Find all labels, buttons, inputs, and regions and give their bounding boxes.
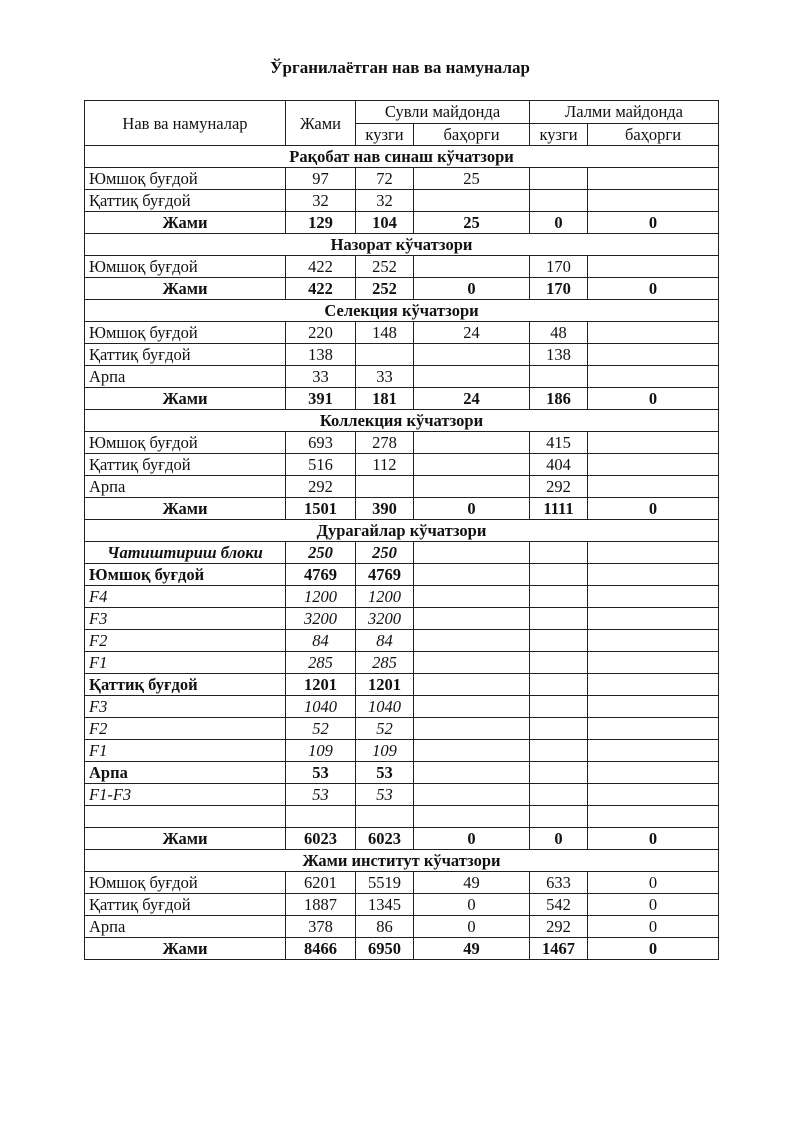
value-cell: 109 (286, 740, 356, 762)
value-cell: 1201 (356, 674, 414, 696)
value-cell: 292 (530, 476, 588, 498)
row-label-cell: Жами (85, 828, 286, 850)
value-cell (530, 630, 588, 652)
value-cell (414, 432, 530, 454)
table-row (85, 718, 719, 740)
value-cell: 0 (414, 828, 530, 850)
table-row (85, 586, 719, 608)
row-label-cell: Чатиштириш блоки (85, 542, 286, 564)
value-cell: 0 (414, 498, 530, 520)
value-cell: 86 (356, 916, 414, 938)
row-label-cell: F1 (85, 740, 286, 762)
value-cell: 8466 (286, 938, 356, 960)
row-label-cell: Қаттиқ буғдой (85, 454, 286, 476)
section-row (85, 300, 719, 322)
table-row (85, 652, 719, 674)
value-cell: 6023 (356, 828, 414, 850)
total-row (85, 278, 719, 300)
value-cell (414, 762, 530, 784)
row-label-cell: Юмшоқ буғдой (85, 322, 286, 344)
value-cell: 0 (588, 212, 719, 234)
value-cell (530, 586, 588, 608)
table-row (85, 608, 719, 630)
value-cell: 542 (530, 894, 588, 916)
value-cell: 1201 (286, 674, 356, 696)
value-cell (588, 256, 719, 278)
value-cell (588, 190, 719, 212)
value-cell (588, 652, 719, 674)
value-cell (414, 674, 530, 696)
value-cell: 170 (530, 278, 588, 300)
samples-table (84, 100, 719, 960)
value-cell: 84 (286, 630, 356, 652)
table-row (85, 366, 719, 388)
value-cell (588, 344, 719, 366)
value-cell (588, 454, 719, 476)
row-label-cell: Арпа (85, 762, 286, 784)
value-cell (588, 168, 719, 190)
table-row (85, 168, 719, 190)
value-cell: 53 (286, 784, 356, 806)
value-cell: 278 (356, 432, 414, 454)
table-row (85, 674, 719, 696)
table-row (85, 190, 719, 212)
value-cell (414, 366, 530, 388)
section-title: Рақобат нав синаш кўчатзори (85, 146, 719, 168)
row-label-cell: Юмшоқ буғдой (85, 168, 286, 190)
value-cell: 25 (414, 212, 530, 234)
value-cell (588, 718, 719, 740)
value-cell (286, 806, 356, 828)
value-cell: 138 (530, 344, 588, 366)
table-row (85, 322, 719, 344)
table-row (85, 256, 719, 278)
value-cell (588, 322, 719, 344)
value-cell (530, 784, 588, 806)
value-cell (356, 344, 414, 366)
value-cell: 292 (530, 916, 588, 938)
value-cell (414, 718, 530, 740)
value-cell (414, 454, 530, 476)
value-cell: 25 (414, 168, 530, 190)
value-cell: 24 (414, 322, 530, 344)
value-cell: 48 (530, 322, 588, 344)
value-cell (588, 608, 719, 630)
value-cell (530, 718, 588, 740)
section-row (85, 410, 719, 432)
value-cell: 170 (530, 256, 588, 278)
value-cell: 0 (588, 278, 719, 300)
header-total-cell: Жами (286, 101, 356, 146)
value-cell: 52 (356, 718, 414, 740)
header-rainfed-autumn: кузги (530, 123, 588, 146)
value-cell: 6201 (286, 872, 356, 894)
row-label-cell: F4 (85, 586, 286, 608)
value-cell (356, 806, 414, 828)
value-cell: 1345 (356, 894, 414, 916)
value-cell (414, 630, 530, 652)
value-cell (530, 674, 588, 696)
value-cell: 53 (356, 784, 414, 806)
value-cell: 3200 (356, 608, 414, 630)
row-label-cell: Юмшоқ буғдой (85, 872, 286, 894)
value-cell: 181 (356, 388, 414, 410)
value-cell: 252 (356, 278, 414, 300)
value-cell: 1200 (286, 586, 356, 608)
value-cell: 0 (588, 872, 719, 894)
row-label-cell: Арпа (85, 366, 286, 388)
value-cell (414, 608, 530, 630)
row-label-cell: Арпа (85, 916, 286, 938)
value-cell (530, 652, 588, 674)
value-cell: 33 (356, 366, 414, 388)
section-title: Селекция кўчатзори (85, 300, 719, 322)
value-cell: 0 (414, 916, 530, 938)
table-row (85, 344, 719, 366)
value-cell: 72 (356, 168, 414, 190)
table-row (85, 630, 719, 652)
value-cell (530, 696, 588, 718)
value-cell (588, 586, 719, 608)
total-row (85, 212, 719, 234)
row-label-cell: Юмшоқ буғдой (85, 256, 286, 278)
value-cell: 0 (530, 212, 588, 234)
value-cell: 250 (356, 542, 414, 564)
value-cell (414, 190, 530, 212)
total-row (85, 828, 719, 850)
row-label-cell: F3 (85, 608, 286, 630)
table-row (85, 806, 719, 828)
value-cell: 415 (530, 432, 588, 454)
value-cell: 33 (286, 366, 356, 388)
header-irrigated-cell: Сувли майдонда (356, 101, 530, 124)
value-cell: 1200 (356, 586, 414, 608)
table-row (85, 542, 719, 564)
value-cell (530, 564, 588, 586)
value-cell: 112 (356, 454, 414, 476)
table-row (85, 696, 719, 718)
value-cell (588, 542, 719, 564)
row-label-cell: F2 (85, 718, 286, 740)
value-cell (588, 696, 719, 718)
value-cell: 0 (588, 498, 719, 520)
section-title: Назорат кўчатзори (85, 234, 719, 256)
row-label-cell: Жами (85, 212, 286, 234)
table-header-row (85, 101, 719, 124)
value-cell (414, 256, 530, 278)
table-row (85, 872, 719, 894)
value-cell: 6950 (356, 938, 414, 960)
row-label-cell: Юмшоқ буғдой (85, 564, 286, 586)
value-cell (530, 740, 588, 762)
value-cell: 0 (414, 278, 530, 300)
value-cell: 391 (286, 388, 356, 410)
value-cell (414, 476, 530, 498)
value-cell (414, 740, 530, 762)
value-cell: 49 (414, 938, 530, 960)
table-row (85, 894, 719, 916)
row-label-cell: Жами (85, 278, 286, 300)
value-cell (588, 806, 719, 828)
header-irrigated-spring: баҳорги (414, 123, 530, 146)
value-cell (530, 190, 588, 212)
value-cell: 516 (286, 454, 356, 476)
value-cell: 0 (588, 916, 719, 938)
value-cell: 0 (588, 388, 719, 410)
row-label-cell: Арпа (85, 476, 286, 498)
value-cell (530, 542, 588, 564)
row-label-cell: Қаттиқ буғдой (85, 894, 286, 916)
value-cell (588, 564, 719, 586)
value-cell: 1040 (286, 696, 356, 718)
value-cell: 109 (356, 740, 414, 762)
row-label-cell: Жами (85, 498, 286, 520)
table-row (85, 916, 719, 938)
value-cell: 422 (286, 278, 356, 300)
value-cell: 3200 (286, 608, 356, 630)
value-cell (588, 630, 719, 652)
row-label-cell (85, 806, 286, 828)
value-cell (414, 344, 530, 366)
value-cell: 404 (530, 454, 588, 476)
value-cell (530, 366, 588, 388)
value-cell: 97 (286, 168, 356, 190)
total-row (85, 498, 719, 520)
value-cell (530, 806, 588, 828)
value-cell: 285 (356, 652, 414, 674)
table-row (85, 564, 719, 586)
value-cell: 129 (286, 212, 356, 234)
value-cell: 138 (286, 344, 356, 366)
value-cell: 5519 (356, 872, 414, 894)
row-label-cell: Юмшоқ буғдой (85, 432, 286, 454)
value-cell: 6023 (286, 828, 356, 850)
section-row (85, 234, 719, 256)
value-cell (530, 168, 588, 190)
value-cell (530, 762, 588, 784)
section-row (85, 850, 719, 872)
value-cell: 4769 (356, 564, 414, 586)
section-row (85, 146, 719, 168)
value-cell: 1040 (356, 696, 414, 718)
value-cell (588, 432, 719, 454)
value-cell: 104 (356, 212, 414, 234)
value-cell: 285 (286, 652, 356, 674)
row-label-cell: Қаттиқ буғдой (85, 190, 286, 212)
header-rainfed-spring: баҳорги (588, 123, 719, 146)
value-cell: 0 (588, 894, 719, 916)
value-cell: 32 (356, 190, 414, 212)
value-cell: 1887 (286, 894, 356, 916)
row-label-cell: F2 (85, 630, 286, 652)
value-cell: 220 (286, 322, 356, 344)
section-title: Дурагайлар кўчатзори (85, 520, 719, 542)
value-cell (588, 740, 719, 762)
row-label-cell: Қаттиқ буғдой (85, 344, 286, 366)
value-cell: 4769 (286, 564, 356, 586)
table-row (85, 432, 719, 454)
value-cell (414, 652, 530, 674)
row-label-cell: Қаттиқ буғдой (85, 674, 286, 696)
row-label-cell: Жами (85, 388, 286, 410)
value-cell (414, 806, 530, 828)
section-title: Жами институт кўчатзори (85, 850, 719, 872)
value-cell: 84 (356, 630, 414, 652)
value-cell: 148 (356, 322, 414, 344)
value-cell: 1111 (530, 498, 588, 520)
header-rainfed-cell: Лалми майдонда (530, 101, 719, 124)
table-row (85, 454, 719, 476)
value-cell: 24 (414, 388, 530, 410)
value-cell: 0 (588, 828, 719, 850)
value-cell (588, 674, 719, 696)
value-cell: 422 (286, 256, 356, 278)
value-cell: 292 (286, 476, 356, 498)
value-cell: 250 (286, 542, 356, 564)
row-label-cell: F3 (85, 696, 286, 718)
value-cell (414, 784, 530, 806)
value-cell (414, 586, 530, 608)
value-cell: 53 (356, 762, 414, 784)
value-cell (588, 784, 719, 806)
value-cell: 378 (286, 916, 356, 938)
value-cell: 52 (286, 718, 356, 740)
value-cell: 0 (588, 938, 719, 960)
value-cell: 693 (286, 432, 356, 454)
total-row (85, 388, 719, 410)
value-cell: 1467 (530, 938, 588, 960)
value-cell (588, 762, 719, 784)
value-cell: 32 (286, 190, 356, 212)
total-row (85, 938, 719, 960)
value-cell (588, 366, 719, 388)
value-cell: 390 (356, 498, 414, 520)
table-row (85, 476, 719, 498)
value-cell (414, 542, 530, 564)
value-cell: 0 (414, 894, 530, 916)
section-row (85, 520, 719, 542)
table-row (85, 762, 719, 784)
value-cell: 49 (414, 872, 530, 894)
table-row (85, 784, 719, 806)
row-label-cell: Жами (85, 938, 286, 960)
value-cell: 53 (286, 762, 356, 784)
value-cell: 1501 (286, 498, 356, 520)
value-cell (414, 696, 530, 718)
value-cell (414, 564, 530, 586)
value-cell: 0 (530, 828, 588, 850)
row-label-cell: F1 (85, 652, 286, 674)
value-cell (356, 476, 414, 498)
value-cell: 633 (530, 872, 588, 894)
value-cell: 186 (530, 388, 588, 410)
document-title: Ўрганилаётган нав ва намуналар (270, 58, 530, 77)
header-irrigated-autumn: кузги (356, 123, 414, 146)
value-cell: 252 (356, 256, 414, 278)
table-row (85, 740, 719, 762)
row-label-cell: F1-F3 (85, 784, 286, 806)
header-name-cell: Нав ва намуналар (85, 101, 286, 146)
value-cell (530, 608, 588, 630)
section-title: Коллекция кўчатзори (85, 410, 719, 432)
value-cell (588, 476, 719, 498)
